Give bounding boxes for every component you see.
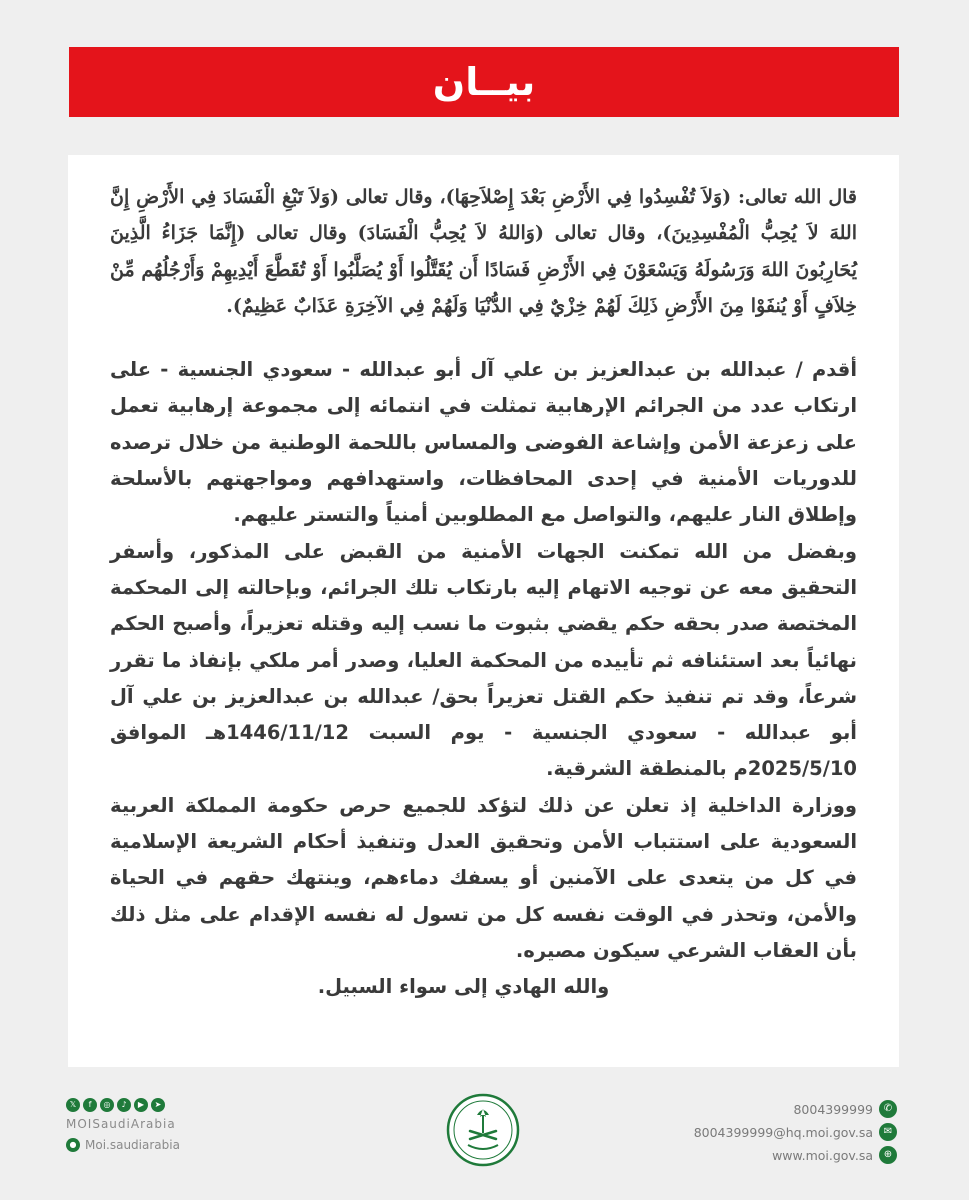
statement-paragraph-1: أقدم / عبدالله بن عبدالعزيز بن علي آل أبو عبدالله - سعودي الجنسية - على ارتكاب عدد من الجرائم الإرهابية تمثلت في انتمائه إلى مجموعة إرهابية تعمل على زعزعة الأمن وإشاعة الفوضى والمساس باللحمة الوطنية من خلال ترصده للدوريات الأمنية في إحدى المحافظات، واستهدافهم ومواجهتهم بالأسلحة وإطلاق النار عليهم، والتواصل مع المطلوبين أمنياً والتستر عليهم. [110,358,857,527]
statement-card [68,155,899,1067]
email-address: 8004399999@hq.moi.gov.sa [693,1124,873,1140]
phone-number: 8004399999 [793,1101,873,1117]
statement-paragraph-2: وبفضل من الله تمكنت الجهات الأمنية من القبض على المذكور، وأسفر التحقيق معه عن توجيه الاتهام إليه بارتكاب تلك الجرائم، وبإحالته إلى المحكمة المختصة صدر بحقه حكم يقضي بثبوت ما نسب إليه وقتله تعزيراً، وأصبح الحكم نهائياً بعد استئنافه ثم تأييده من المحكمة العليا، وصدر أمر ملكي بإنفاذ ما تقرر شرعاً، وقد تم تنفيذ حكم القتل تعزيراً بحق/ عبدالله بن عبدالعزيز بن علي آل أبو عبدالله - سعودي الجنسية - يوم السبت 1446/11/12هـ الموافق 2025/5/10م بالمنطقة الشرقية. [110,539,857,781]
x-icon[interactable]: 𝕏 [66,1098,80,1112]
closing-line: والله الهادي إلى سواء السبيل. [317,975,610,999]
telegram-icon[interactable]: ➤ [151,1098,165,1112]
mail-icon: ✉ [879,1123,897,1141]
statement-paragraph-3: ووزارة الداخلية إذ تعلن عن ذلك لتؤكد للجميع حرص حكومة المملكة العربية السعودية على استتباب الأمن وتحقيق العدل وتنفيذ أحكام الشريعة الإسلامية في كل من يتعدى على الآمنين أو يسفك دماءهم، وينتهك حقهم في الحياة والأمن، وتحذر في الوقت نفسه كل من تسول له نفسه الإقدام على مثل ذلك بأن العقاب الشرعي سيكون مصيره. [110,793,857,962]
phone-icon: ✆ [879,1100,897,1118]
quran-verse: قال الله تعالى: (وَلاَ تُفْسِدُوا فِي الأَرْضِ بَعْدَ إِصْلاَحِهَا)، وقال تعالى (وَلاَ تَبْغِ الْفَسَادَ فِي الأَرْضِ إِنَّ اللهَ لاَ يُحِبُّ الْمُفْسِدِينَ)، وقال تعالى (وَاللهُ لاَ يُحِبُّ الْفَسَادَ) وقال تعالى (إِنَّمَا جَزَاءُ الَّذِينَ يُحَارِبُونَ اللهَ وَرَسُولَهُ وَيَسْعَوْنَ فِي الأَرْضِ فَسَادًا أَن يُقَتَّلُوا أَوْ يُصَلَّبُوا أَوْ تُقَطَّعَ أَيْدِيهِمْ وَأَرْجُلُهُم مِّنْ خِلاَفٍ أَوْ يُنفَوْا مِنَ الأَرْضِ ذَلِكَ لَهُمْ خِزْيٌ فِي الدُّنْيَا وَلَهُمْ فِي الآخِرَةِ عَذَابٌ عَظِيمٌ). [110,186,857,317]
title-banner [69,47,899,117]
facebook-icon[interactable]: f [83,1098,97,1112]
snapchat-handle: Moi.saudiarabia [85,1138,180,1152]
snapchat-icon: ● [66,1138,80,1152]
tiktok-icon[interactable]: ♪ [117,1098,131,1112]
social-icons [66,1098,236,1112]
website-url: www.moi.gov.sa [772,1147,873,1163]
snapchat-row[interactable] [66,1138,236,1152]
youtube-icon[interactable]: ▶ [134,1098,148,1112]
contact-block [657,1098,897,1167]
ministry-emblem [446,1093,520,1167]
instagram-icon[interactable]: ◎ [100,1098,114,1112]
social-block [66,1098,236,1152]
social-handle[interactable]: MOISaudiArabia [66,1117,176,1131]
email-row[interactable] [657,1121,897,1143]
website-row[interactable] [657,1144,897,1166]
phone-row[interactable] [657,1098,897,1120]
globe-icon: ⊕ [879,1146,897,1164]
page-title: بيــان [432,60,536,104]
